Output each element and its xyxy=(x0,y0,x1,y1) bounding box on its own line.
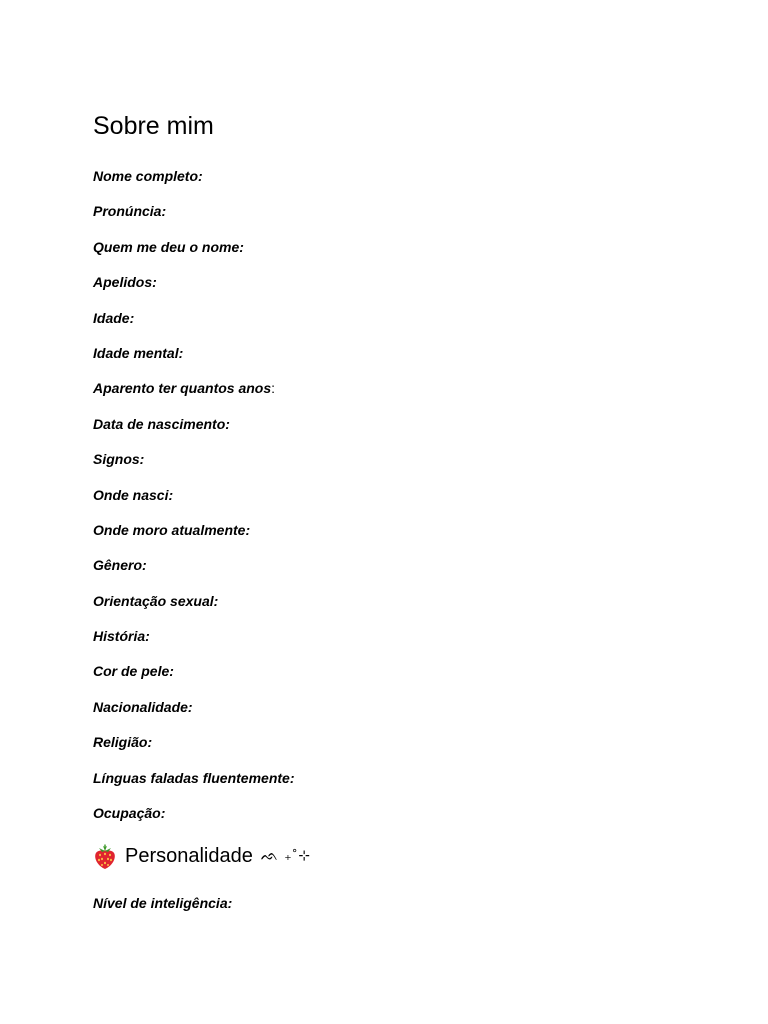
field-label: Idade mental: xyxy=(93,344,184,361)
about-field xyxy=(93,555,294,590)
field-label: Cor de pele: xyxy=(93,663,174,680)
field-label-suffix: : xyxy=(271,380,276,397)
about-field xyxy=(93,237,294,272)
field-label: Aparento ter quantos anos xyxy=(93,380,272,397)
field-label: Onde moro atualmente: xyxy=(93,521,251,538)
about-field xyxy=(93,272,294,307)
field-label: Data de nascimento: xyxy=(93,415,230,432)
field-label: Nacionalidade: xyxy=(93,698,193,715)
about-field xyxy=(93,201,294,236)
field-label: Gênero: xyxy=(93,557,147,574)
about-field xyxy=(93,166,294,201)
field-label: Apelidos: xyxy=(93,274,157,291)
about-field xyxy=(93,449,294,484)
field-label: Religião: xyxy=(93,734,153,751)
section-decoration: ᨒ ₊˚⊹ xyxy=(260,847,311,863)
field-label: História: xyxy=(93,628,150,645)
about-field xyxy=(93,591,294,626)
field-label: Línguas faladas fluentemente: xyxy=(93,769,295,786)
about-field xyxy=(93,732,294,767)
about-field xyxy=(93,378,294,413)
field-label: Nome completo: xyxy=(93,168,203,184)
about-field xyxy=(93,626,294,661)
field-label: Signos: xyxy=(93,451,145,468)
about-field xyxy=(93,343,294,378)
personality-fields-list xyxy=(93,893,232,928)
section-title: Personalidade xyxy=(125,845,253,867)
about-field xyxy=(93,485,294,520)
section-heading-personalidade xyxy=(93,841,311,871)
about-field xyxy=(93,661,294,696)
field-label: Orientação sexual: xyxy=(93,592,219,609)
strawberry-icon xyxy=(93,844,117,870)
field-label: Ocupação: xyxy=(93,805,166,822)
about-field xyxy=(93,697,294,732)
page-title: Sobre mim xyxy=(93,112,214,140)
about-field xyxy=(93,768,294,803)
field-label: Onde nasci: xyxy=(93,486,174,503)
field-label: Pronúncia: xyxy=(93,203,167,220)
field-label: Quem me deu o nome: xyxy=(93,238,244,255)
field-label: Idade: xyxy=(93,309,135,326)
about-field xyxy=(93,414,294,449)
personality-field xyxy=(93,893,232,928)
about-fields-list xyxy=(93,166,294,838)
about-field xyxy=(93,803,294,838)
field-label: Nível de inteligência: xyxy=(93,895,233,911)
about-field xyxy=(93,520,294,555)
about-field xyxy=(93,308,294,343)
